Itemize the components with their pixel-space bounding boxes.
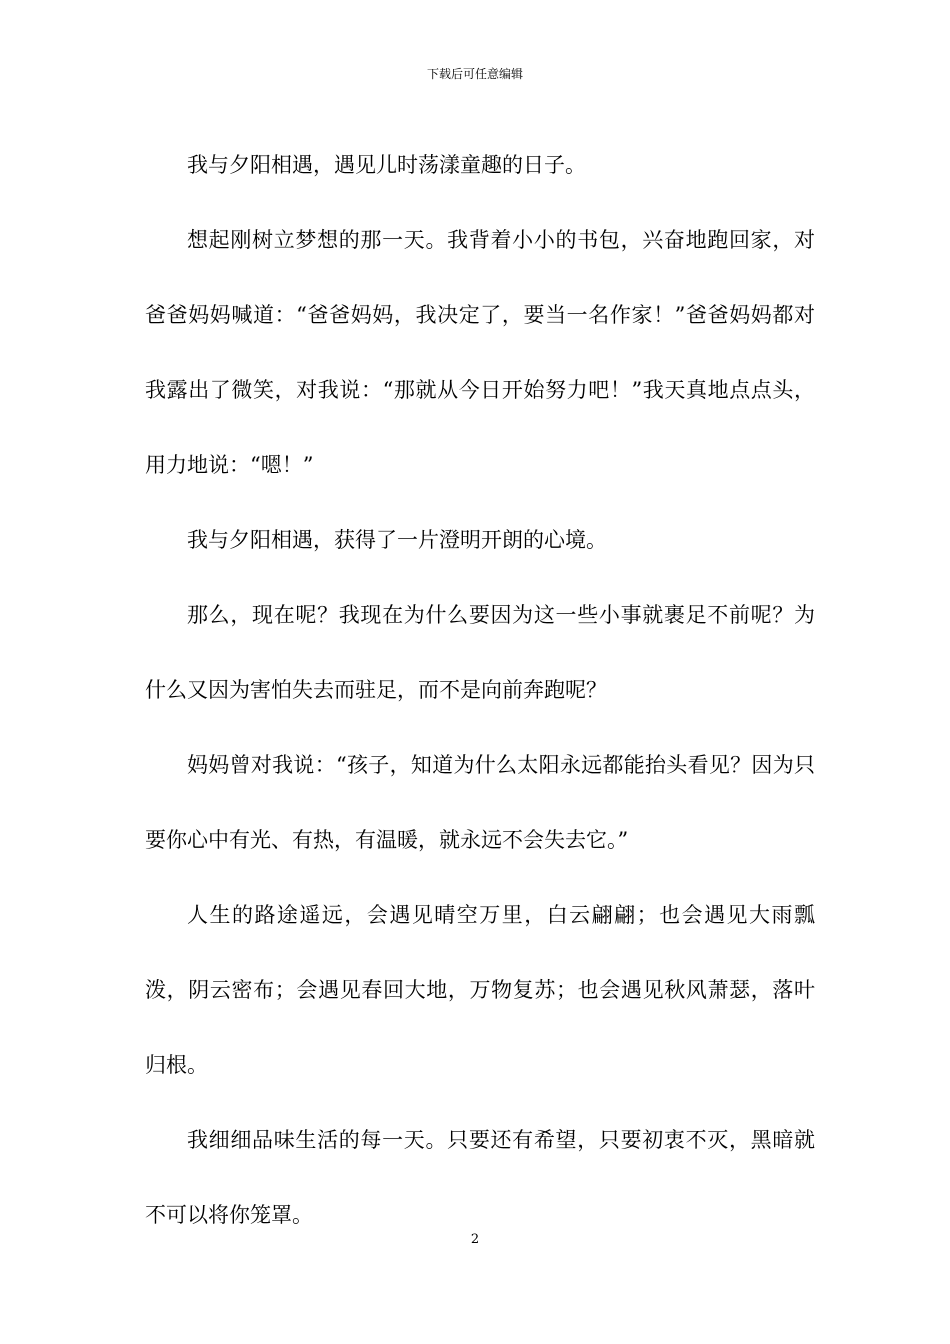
- paragraph: 我细细品味生活的每一天。只要还有希望，只要初衷不灭，黑暗就不可以将你笼罩。: [145, 1128, 815, 1227]
- paragraph: 我与夕阳相遇，获得了一片澄明开朗的心境。: [187, 528, 607, 552]
- page-header: 下载后可任意编辑: [426, 67, 523, 81]
- paragraph: 妈妈曾对我说：“孩子，知道为什么太阳永远都能抬头看见？因为只要你心中有光、有热，有温暖，就永远不会失去它。”: [145, 753, 815, 852]
- paragraph: 那么，现在呢？我现在为什么要因为这一些小事就裹足不前呢？为什么又因为害怕失去而驻足，而不是向前奔跑呢？: [145, 603, 815, 702]
- page-number: 2: [470, 1232, 480, 1247]
- document-body: [145, 128, 815, 1253]
- paragraph: 我与夕阳相遇，遇见儿时荡漾童趣的日子。: [187, 153, 586, 177]
- paragraph: 想起刚树立梦想的那一天。我背着小小的书包，兴奋地跑回家，对爸爸妈妈喊道：“爸爸妈妈，我决定了，要当一名作家！”爸爸妈妈都对我露出了微笑，对我说：“那就从今日开始努力吧！”我天真地点点头，用力地说：“嗯！”: [145, 228, 815, 477]
- paragraph: 人生的路途遥远，会遇见晴空万里，白云翩翩；也会遇见大雨瓢泼，阴云密布；会遇见春回大地，万物复苏；也会遇见秋风萧瑟，落叶归根。: [145, 903, 815, 1077]
